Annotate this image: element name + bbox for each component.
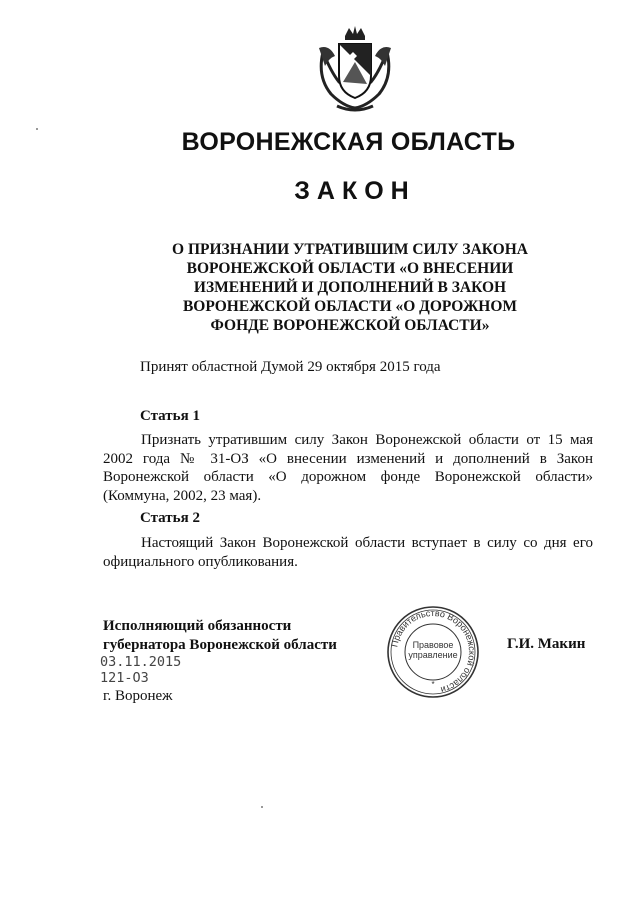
law-title xyxy=(170,240,530,335)
scan-speck xyxy=(261,806,263,808)
registration-number: 121-ОЗ xyxy=(100,670,149,686)
article-1-heading: Статья 1 xyxy=(140,408,200,424)
signer-position xyxy=(103,617,337,655)
registration-info xyxy=(100,654,181,686)
registration-date: 03.11.2015 xyxy=(100,654,182,670)
adoption-note: Принят областной Думой 29 октября 2015 года xyxy=(140,359,441,375)
stamp-center-line: управление xyxy=(408,650,458,660)
signing-city: г. Воронеж xyxy=(103,688,173,704)
stamp-center-line: Правовое xyxy=(412,640,454,650)
scan-speck xyxy=(36,128,38,130)
document-type-heading: ЗАКОН xyxy=(294,177,416,205)
article-2-text: Настоящий Закон Воронежской области вступает в силу со дня его официального опубликования. xyxy=(103,535,593,570)
svg-text:*: * xyxy=(431,680,435,689)
article-2-heading: Статья 2 xyxy=(140,510,200,526)
document-page: ВОРОНЕЖСКАЯ ОБЛАСТЬ ЗАКОН О ПРИЗНАНИИ УТРАТИВШИМ СИЛУ ЗАКОНА ВОРОНЕЖСКОЙ ОБЛАСТИ «О ВНЕСЕНИИ ИЗМЕНЕНИЙ И ДОПОЛНЕНИЙ В ЗАКОН ВОРОНЕЖСКОЙ ОБЛАСТИ «О ДОРОЖНОМ ФОНДЕ ВОРОНЕЖСКОЙ ОБЛАСТИ» Принят областной Думой 29 октября 2015 года Статья 1 Признать утратившим силу Закон Воронежской области от 15 мая 2002 года № 31-ОЗ «О внесении изменений и дополнений в Закон Воронежской области «О дорожном фонде Воронежской области» (Коммуна, 2002, 23 мая). Статья 2 Настоящий Закон Воронежской области вступает в силу со дня его официального опубликования. Исполняющий обязанности губернатора Воронежской области 03.11.2015 121-ОЗ г. Воронеж Правительство Воронежской области * Правовое управление Г.И. Макин xyxy=(0,0,640,905)
signer-position-line: Исполняющий обязанности xyxy=(103,618,292,634)
signer-name: Г.И. Макин xyxy=(507,636,586,652)
title-line: О ПРИЗНАНИИ УТРАТИВШИМ СИЛУ ЗАКОНА xyxy=(172,241,528,258)
title-line: ВОРОНЕЖСКОЙ ОБЛАСТИ «О ВНЕСЕНИИ xyxy=(186,260,514,277)
title-line: ИЗМЕНЕНИЙ И ДОПОЛНЕНИЙ В ЗАКОН xyxy=(193,279,507,296)
coat-of-arms-emblem xyxy=(309,22,401,114)
title-line: ФОНДЕ ВОРОНЕЖСКОЙ ОБЛАСТИ» xyxy=(210,317,490,334)
signer-position-line: губернатора Воронежской области xyxy=(103,637,337,653)
stamp-center-text xyxy=(405,640,461,660)
stamp-ring-text: Правительство Воронежской области xyxy=(389,607,478,696)
title-line: ВОРОНЕЖСКОЙ ОБЛАСТИ «О ДОРОЖНОМ xyxy=(182,298,518,315)
article-1-text: Признать утратившим силу Закон Воронежской области от 15 мая 2002 года № 31-ОЗ «О внесении изменений и дополнений в Закон Воронежской области «О дорожном фонде Воронежской области» (Коммуна, 2002, 23 мая). xyxy=(103,432,593,504)
